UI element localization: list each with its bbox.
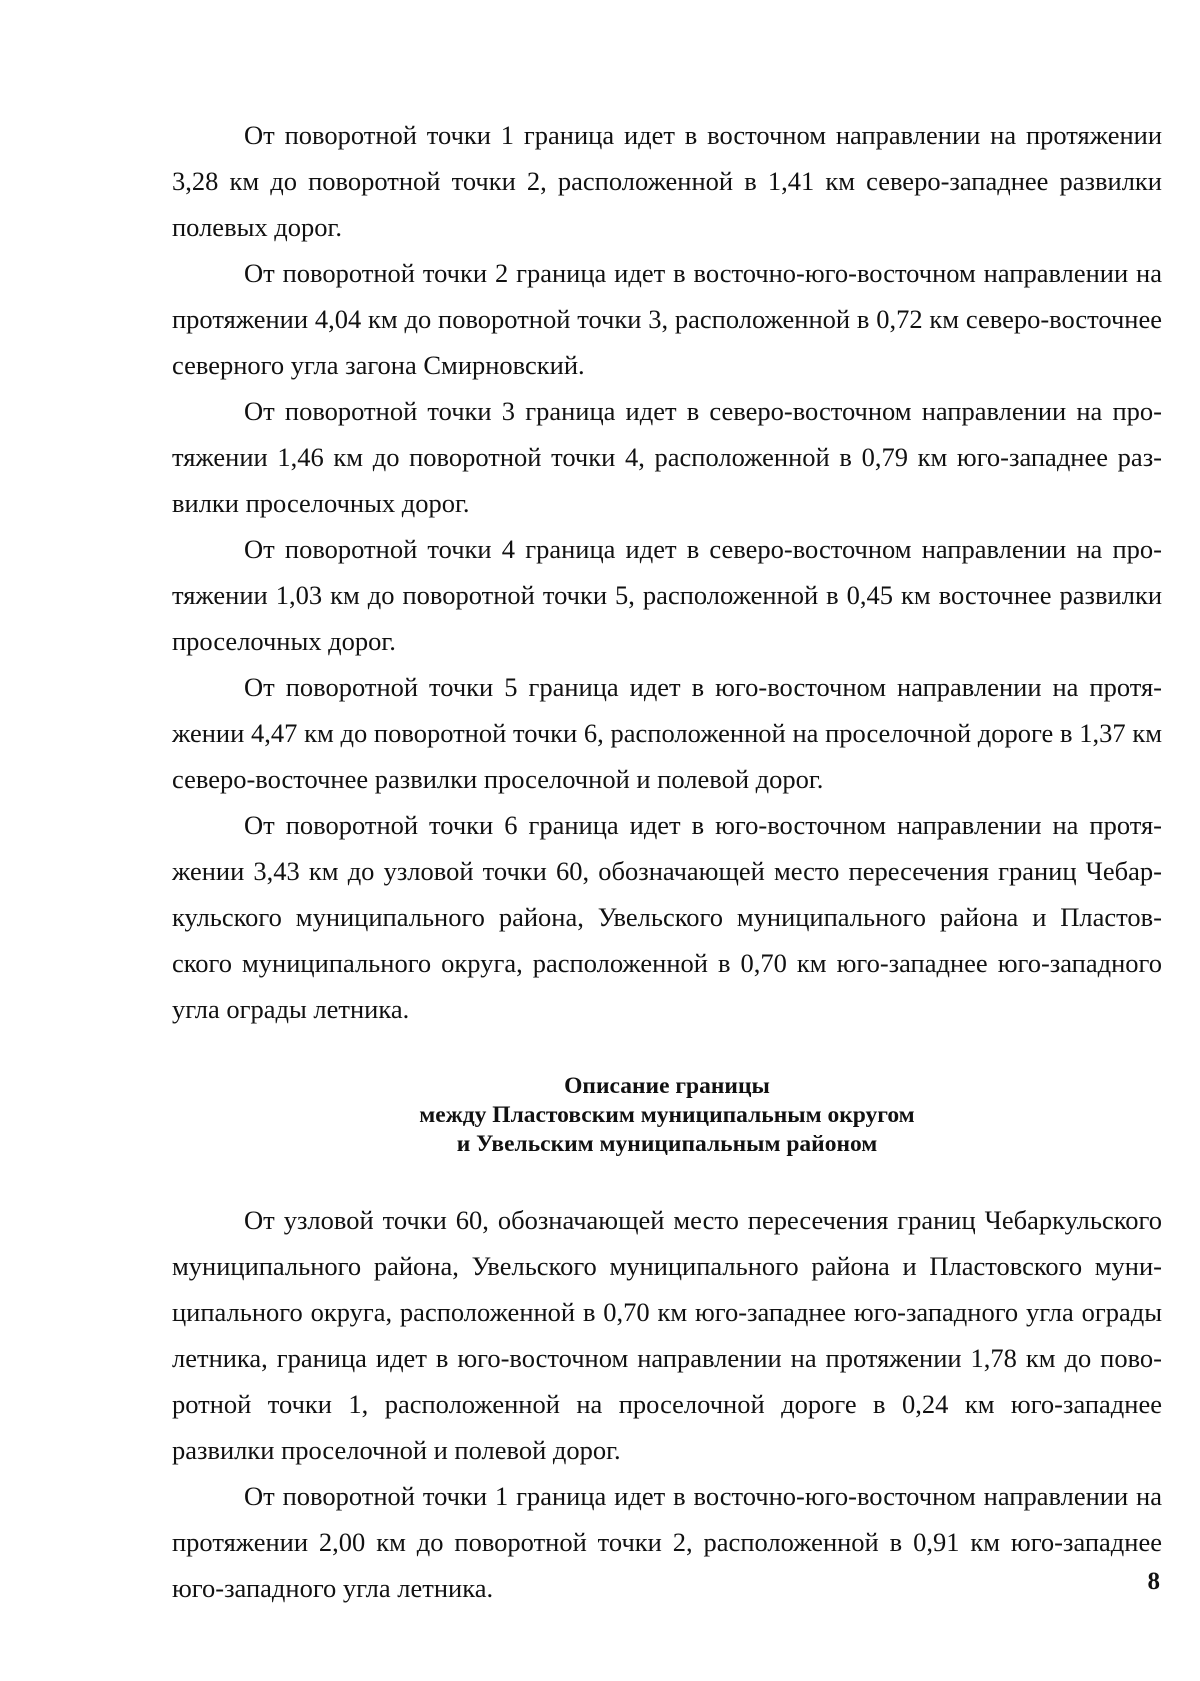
paragraph-7: От узловой точки 60, обозначающей место пересечения границ Чебаркульского муниципального района, Увельского муниципального района и Пластовского муниципального округа, расположенной в 0,70 км юго-западнее юго-западного угла ограды летника, граница идет в юго-восточном направлении на протяжении 1,78 км до поворотной точки 1, расположенной на проселочной дороге в 0,24 км юго-западнее развилки проселочной и полевой дорог. xyxy=(172,1205,1162,1465)
section-heading xyxy=(172,1072,1162,1159)
page-content xyxy=(172,112,1162,1611)
paragraph-3: От поворотной точки 3 граница идет в северо-восточном направлении на протяжении 1,46 км до поворотной точки 4, расположенной в 0,79 км юго-западнее развилки проселочных дорог. xyxy=(172,396,1162,518)
section-heading-line-3: и Увельским муниципальным районом xyxy=(456,1131,878,1157)
paragraph-2: От поворотной точки 2 граница идет в восточно-юго-восточном направлении на протяжении 4,04 км до поворотной точки 3, расположенной в 0,72 км северо-восточнее северного угла загона Смирновский. xyxy=(172,258,1162,380)
paragraph-8: От поворотной точки 1 граница идет в восточно-юго-восточном направлении на протяжении 2,00 км до поворотной точки 2, расположенной в 0,91 км юго-западнее юго-западного угла летника. xyxy=(172,1481,1162,1603)
paragraph-6: От поворотной точки 6 граница идет в юго-восточном направлении на протяжении 3,43 км до узловой точки 60, обозначающей место пересечения границ Чебаркульского муниципального района, Увельского муниципального района и Пластовского муниципального округа, расположенной в 0,70 км юго-западнее юго-западного угла ограды летника. xyxy=(172,810,1162,1024)
section-heading-line-2: между Пластовским муниципальным округом xyxy=(419,1102,915,1128)
paragraph-5: От поворотной точки 5 граница идет в юго-восточном направлении на протяжении 4,47 км до поворотной точки 6, расположенной на проселочной дороге в 1,37 км северо-восточнее развилки проселочной и полевой дорог. xyxy=(172,672,1162,794)
paragraph-1: От поворотной точки 1 граница идет в восточном направлении на протяжении 3,28 км до поворотной точки 2, расположенной в 1,41 км северо-западнее развилки полевых дорог. xyxy=(172,120,1162,242)
section-heading-line-1: Описание границы xyxy=(564,1073,770,1099)
paragraph-4: От поворотной точки 4 граница идет в северо-восточном направлении на протяжении 1,03 км до поворотной точки 5, расположенной в 0,45 км восточнее развилки проселочных дорог. xyxy=(172,534,1162,656)
page-number: 8 xyxy=(1147,1568,1160,1595)
